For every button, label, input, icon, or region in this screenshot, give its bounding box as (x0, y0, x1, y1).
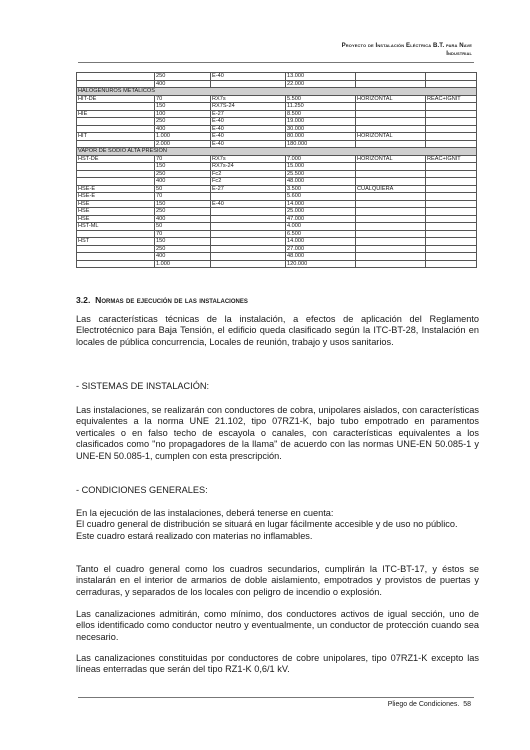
table-cell: 30.000 (286, 125, 356, 133)
table-cell: 3.500 (286, 185, 356, 193)
subheading-text: - CONDICIONES GENERALES: (76, 485, 208, 495)
table-group-label: HALOGENUROS METALICOS (77, 88, 477, 96)
table-row (77, 185, 477, 193)
table-cell (356, 193, 426, 201)
table-cell: 14.000 (286, 200, 356, 208)
table-cell: E-27 (211, 185, 286, 193)
table-cell: 6.500 (286, 230, 356, 238)
table-cell: RX7s-24 (211, 163, 286, 171)
table-cell (211, 253, 286, 261)
table-cell: HST-DE (77, 155, 155, 163)
table-cell: 50 (155, 223, 211, 231)
table-row (77, 95, 477, 103)
paragraph-general-conditions (76, 508, 479, 542)
table-cell: 400 (155, 80, 211, 88)
table-cell: 47.000 (286, 215, 356, 223)
table-cell (77, 245, 155, 253)
table-cell (426, 260, 477, 268)
table-cell: HORIZONTAL (356, 133, 426, 141)
table-cell (77, 118, 155, 126)
table-cell: HIT-DE (77, 95, 155, 103)
table-cell: HORIZONTAL (356, 95, 426, 103)
table-cell: Fc2 (211, 178, 286, 186)
table-cell: 150 (155, 103, 211, 111)
table-cell: 250 (155, 245, 211, 253)
paragraph-text: Las canalizaciones constituidas por conductores de cobre unipolares, tipo 07RZ1-K excepto las líneas enterradas que serán del tipo RZ1-K 0,6/1 kV. (76, 653, 479, 675)
page-footer (78, 701, 471, 708)
table-cell: 48.000 (286, 178, 356, 186)
paragraph-switchboards (76, 564, 479, 598)
header-line-1: Proyecto de Instalación Eléctrica B.T. para Nave (341, 42, 472, 49)
table-group-row (77, 88, 477, 96)
table-cell (356, 208, 426, 216)
table-cell (426, 208, 477, 216)
table-cell (426, 170, 477, 178)
table-cell (356, 178, 426, 186)
table-cell: 50 (155, 185, 211, 193)
table-cell (77, 80, 155, 88)
table-cell (426, 200, 477, 208)
table-row (77, 230, 477, 238)
table-cell (211, 260, 286, 268)
table-cell: 5.600 (286, 193, 356, 201)
page-number: 58 (463, 701, 471, 708)
table-cell: 11.250 (286, 103, 356, 111)
table-cell: 15.000 (286, 163, 356, 171)
subheading-general-conditions (76, 485, 479, 496)
table-cell (77, 125, 155, 133)
table-cell: HSE (77, 208, 155, 216)
table-cell (356, 215, 426, 223)
table-cell: 19.000 (286, 118, 356, 126)
table-cell: 70 (155, 95, 211, 103)
table-row (77, 208, 477, 216)
table-cell (211, 80, 286, 88)
table-row (77, 118, 477, 126)
table-cell: 1.000 (155, 260, 211, 268)
table-cell (356, 230, 426, 238)
table-cell: 120.000 (286, 260, 356, 268)
table-cell (211, 215, 286, 223)
paragraph-text: En la ejecución de las instalaciones, deberá tenerse en cuenta: (76, 508, 334, 518)
table-cell: 5.500 (286, 95, 356, 103)
table-cell (426, 238, 477, 246)
table-cell: 100 (155, 110, 211, 118)
table-cell (77, 253, 155, 261)
table-cell: RX7s (211, 155, 286, 163)
table-cell: 13.000 (286, 73, 356, 81)
table-cell (356, 170, 426, 178)
table-cell: E-40 (211, 200, 286, 208)
table-cell: 4.000 (286, 223, 356, 231)
table-cell: Fc2 (211, 170, 286, 178)
table-cell: 8.500 (286, 110, 356, 118)
table-cell: 25.000 (286, 208, 356, 216)
section-heading (76, 295, 248, 305)
table-cell: E-40 (211, 125, 286, 133)
table-row (77, 80, 477, 88)
table-row (77, 140, 477, 148)
paragraph-installation-systems (76, 405, 479, 462)
table-cell (211, 230, 286, 238)
table-cell (426, 223, 477, 231)
table-cell (356, 260, 426, 268)
table-cell (356, 253, 426, 261)
table-cell: HSE (77, 215, 155, 223)
table-cell: 70 (155, 230, 211, 238)
table-cell (426, 125, 477, 133)
paragraph-conduits (76, 609, 479, 643)
table-cell: 70 (155, 193, 211, 201)
table-cell: 80.000 (286, 133, 356, 141)
table-cell: 150 (155, 200, 211, 208)
table-cell (356, 73, 426, 81)
table-cell: 400 (155, 125, 211, 133)
paragraph-text: Tanto el cuadro general como los cuadros secundarios, cumplirán la ITC-BT-17, y éstos se instalarán en el interior de armarios de doble aislamiento, empotrados y provistos de puertas y cerraduras, y separados de los locales con peligro de incendio o explosión. (76, 564, 479, 597)
table-group-row (77, 148, 477, 156)
table-row (77, 155, 477, 163)
table-cell: 250 (155, 208, 211, 216)
paragraph-text: Las características técnicas de la instalación, a efectos de aplicación del Reglamento Electrotécnico para Baja Tensión, el edificio queda clasificado según la ITC-BT-28, Instalación en locales de pública concurrencia, Locales de reunión, trabajo y usos sanitarios. (76, 314, 479, 347)
table-cell (211, 223, 286, 231)
table-cell: HST (77, 238, 155, 246)
table-cell (356, 103, 426, 111)
table-cell (426, 193, 477, 201)
table-row (77, 163, 477, 171)
table-cell: 400 (155, 253, 211, 261)
table-cell (426, 230, 477, 238)
table-row (77, 260, 477, 268)
table-cell: 250 (155, 73, 211, 81)
table-cell (77, 103, 155, 111)
paragraph-text: Las instalaciones, se realizarán con conductores de cobra, unipolares aislados, con características equivalentes a la norma UNE 21.102, tipo 07RZ1-K, bajo tubo empotrado en paramentos verticales o en falso techo de escayola o canales, con características equivalentes a los clasificados como "no propagadores de la llama" de acuerdo con las normas UNE-EN 50.085-1 y UNE-EN 50.085-1, cumplen con esta prescripción. (76, 405, 479, 461)
table-row (77, 245, 477, 253)
table-cell: 1.000 (155, 133, 211, 141)
table-cell (356, 118, 426, 126)
table-cell: 250 (155, 118, 211, 126)
table-row (77, 215, 477, 223)
table-row (77, 193, 477, 201)
table-cell: HIT (77, 133, 155, 141)
table-cell (77, 230, 155, 238)
table-cell: 22.000 (286, 80, 356, 88)
table-cell: HSE (77, 200, 155, 208)
table-cell (77, 163, 155, 171)
page-header (78, 42, 472, 58)
footer-label: Pliego de Condiciones. (387, 701, 460, 708)
table-cell: 70 (155, 155, 211, 163)
table-cell (426, 118, 477, 126)
table-cell (356, 200, 426, 208)
table-row (77, 125, 477, 133)
table-row (77, 103, 477, 111)
table-cell: HORIZONTAL (356, 155, 426, 163)
table-row (77, 253, 477, 261)
table-row (77, 223, 477, 231)
section-title: Normas de ejecución de las instalaciones (95, 295, 248, 305)
table-cell: E-40 (211, 140, 286, 148)
table-cell (356, 140, 426, 148)
table-row (77, 178, 477, 186)
table-cell: HIE (77, 110, 155, 118)
table-cell (356, 245, 426, 253)
lamp-spec-table (76, 72, 477, 268)
table-row (77, 170, 477, 178)
table-cell (211, 193, 286, 201)
header-line-2: Industrial (446, 50, 472, 57)
table-cell (426, 215, 477, 223)
paragraph-text: El cuadro general de distribución se situará en lugar fácilmente accesible y de uso no público. (76, 519, 458, 530)
table-cell: E-40 (211, 118, 286, 126)
table-cell (426, 110, 477, 118)
table-cell: E-40 (211, 73, 286, 81)
paragraph-text: Las canalizaciones admitirán, como mínimo, dos conductores activos de igual sección, uno de ellos identificado como conductor neutro y eventualmente, un conductor de protección cuando sea necesario. (76, 609, 479, 642)
table-cell (211, 245, 286, 253)
table-row (77, 110, 477, 118)
table-cell (426, 103, 477, 111)
table-row (77, 238, 477, 246)
table-cell: 2.000 (155, 140, 211, 148)
table-cell: 25.500 (286, 170, 356, 178)
table-cell (356, 238, 426, 246)
table-cell (426, 80, 477, 88)
table-cell: 150 (155, 163, 211, 171)
table-cell: REAC+IGNIT (426, 155, 477, 163)
footer-rule (78, 697, 474, 698)
table-cell: HST-ML (77, 223, 155, 231)
table-cell: RX7S-24 (211, 103, 286, 111)
table-cell: RX7s (211, 95, 286, 103)
table-cell: 250 (155, 170, 211, 178)
table-cell (211, 208, 286, 216)
table-cell (356, 80, 426, 88)
table-cell (426, 163, 477, 171)
table-cell (211, 238, 286, 246)
subheading-text: - SISTEMAS DE INSTALACIÓN: (76, 381, 210, 391)
table-cell (426, 73, 477, 81)
table-cell: 7.000 (286, 155, 356, 163)
table-cell: 150 (155, 238, 211, 246)
table-cell: CUALQUIERA (356, 185, 426, 193)
table-cell: 48.000 (286, 253, 356, 261)
paragraph-copper-conduits (76, 653, 479, 676)
table-cell: 14.000 (286, 238, 356, 246)
table-cell (77, 73, 155, 81)
table-row (77, 200, 477, 208)
lamp-spec-table-body (77, 73, 477, 268)
table-row (77, 73, 477, 81)
table-cell: 400 (155, 215, 211, 223)
header-rule (78, 62, 474, 63)
table-cell: REAC+IGNIT (426, 95, 477, 103)
table-cell (356, 110, 426, 118)
table-group-label: VAPOR DE SODIO ALTA PRESION (77, 148, 477, 156)
table-cell (426, 185, 477, 193)
table-cell (426, 245, 477, 253)
table-cell (426, 140, 477, 148)
table-cell: E-40 (211, 133, 286, 141)
table-cell (426, 178, 477, 186)
table-cell (77, 260, 155, 268)
table-cell (426, 133, 477, 141)
table-cell: 400 (155, 178, 211, 186)
subheading-installation-systems (76, 381, 479, 392)
paragraph-classification (76, 314, 479, 348)
table-cell (426, 253, 477, 261)
table-cell: 180.000 (286, 140, 356, 148)
table-cell (77, 140, 155, 148)
table-cell (356, 163, 426, 171)
table-cell: HSE-E (77, 185, 155, 193)
table-row (77, 133, 477, 141)
table-cell (77, 178, 155, 186)
table-cell (356, 125, 426, 133)
table-cell (356, 223, 426, 231)
table-cell: E-27 (211, 110, 286, 118)
table-cell: 27.000 (286, 245, 356, 253)
table-cell: HSE-E (77, 193, 155, 201)
section-number: 3.2. (76, 295, 91, 305)
paragraph-text: Este cuadro estará realizado con materias no inflamables. (76, 530, 313, 541)
table-cell (77, 170, 155, 178)
